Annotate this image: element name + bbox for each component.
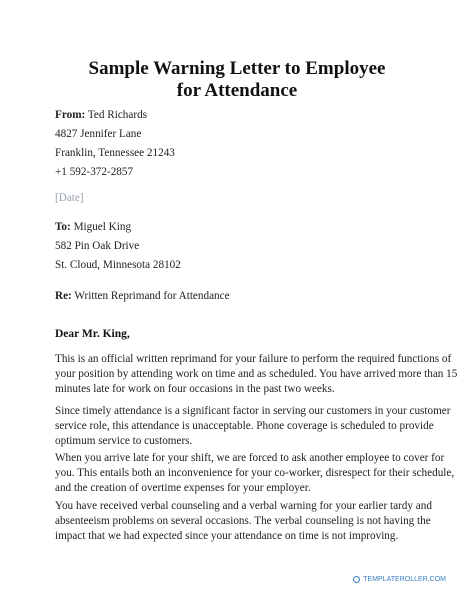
title-line-1: Sample Warning Letter to Employee bbox=[88, 58, 386, 79]
sender-street: 4827 Jennifer Lane bbox=[55, 128, 142, 140]
copyright-circle-icon bbox=[353, 576, 360, 583]
paragraph-3 bbox=[55, 451, 455, 496]
paragraph-4 bbox=[55, 499, 432, 544]
subject-text: Written Reprimand for Attendance bbox=[74, 290, 230, 302]
paragraph-line: your position by attending work on time and as scheduled. You have arrived more than 15 bbox=[55, 368, 458, 380]
subject-block bbox=[55, 287, 230, 306]
sender-phone: +1 592-372-2857 bbox=[55, 166, 134, 178]
recipient-block bbox=[55, 218, 181, 275]
recipient-name-line bbox=[55, 218, 181, 237]
paragraph-line: You have received verbal counseling and a verbal warning for your earlier tardy and bbox=[55, 500, 432, 512]
sender-name-line bbox=[55, 106, 175, 125]
paragraph-line: service role, this attendance is unacceptable. Phone coverage is scheduled to provide bbox=[55, 420, 434, 432]
paragraph-line: This is an official written reprimand for your failure to perform the required functions of bbox=[55, 353, 452, 365]
recipient-city: St. Cloud, Minnesota 28102 bbox=[55, 259, 181, 271]
paragraph-line: you. This entails both an inconvenience for your co-worker, disrespect for their schedule, bbox=[55, 467, 455, 479]
footer-watermark bbox=[353, 576, 446, 583]
to-label: To: bbox=[55, 221, 71, 233]
from-label: From: bbox=[55, 109, 86, 121]
paragraph-line: When you arrive late for your shift, we are forced to ask another employee to cover for bbox=[55, 452, 445, 464]
salutation: Dear Mr. King, bbox=[55, 328, 130, 340]
paragraph-2 bbox=[55, 404, 451, 449]
paragraph-line: minutes late for work on four occasions in the past two weeks. bbox=[55, 383, 335, 395]
sender-city: Franklin, Tennessee 21243 bbox=[55, 147, 175, 159]
paragraph-line: Since timely attendance is a significant factor in serving our customers in your customer bbox=[55, 405, 451, 417]
subject-line bbox=[55, 287, 230, 306]
paragraph-line: absenteeism problems on several occasions. The verbal counseling is not having the bbox=[55, 515, 431, 527]
date-close-bracket: ] bbox=[79, 192, 84, 204]
date-block bbox=[55, 189, 84, 208]
sender-block bbox=[55, 106, 175, 182]
re-label: Re: bbox=[55, 290, 72, 302]
paragraph-1 bbox=[55, 352, 458, 397]
document-title bbox=[0, 58, 474, 102]
sender-name: Ted Richards bbox=[87, 109, 148, 121]
date-placeholder bbox=[55, 189, 84, 208]
date-text: Date bbox=[58, 192, 80, 204]
paragraph-line: and the creation of overtime expenses for your employer. bbox=[55, 482, 311, 494]
recipient-street: 582 Pin Oak Drive bbox=[55, 240, 140, 252]
paragraph-line: impact that we had expected since your attendance on time is not improving. bbox=[55, 530, 399, 542]
paragraph-line: optimum service to customers. bbox=[55, 435, 193, 447]
footer-text: TEMPLATEROLLER.COM bbox=[363, 576, 446, 583]
date-open-bracket: [ bbox=[55, 192, 59, 204]
title-line-2: for Attendance bbox=[176, 80, 298, 101]
recipient-name: Miguel King bbox=[73, 221, 132, 233]
